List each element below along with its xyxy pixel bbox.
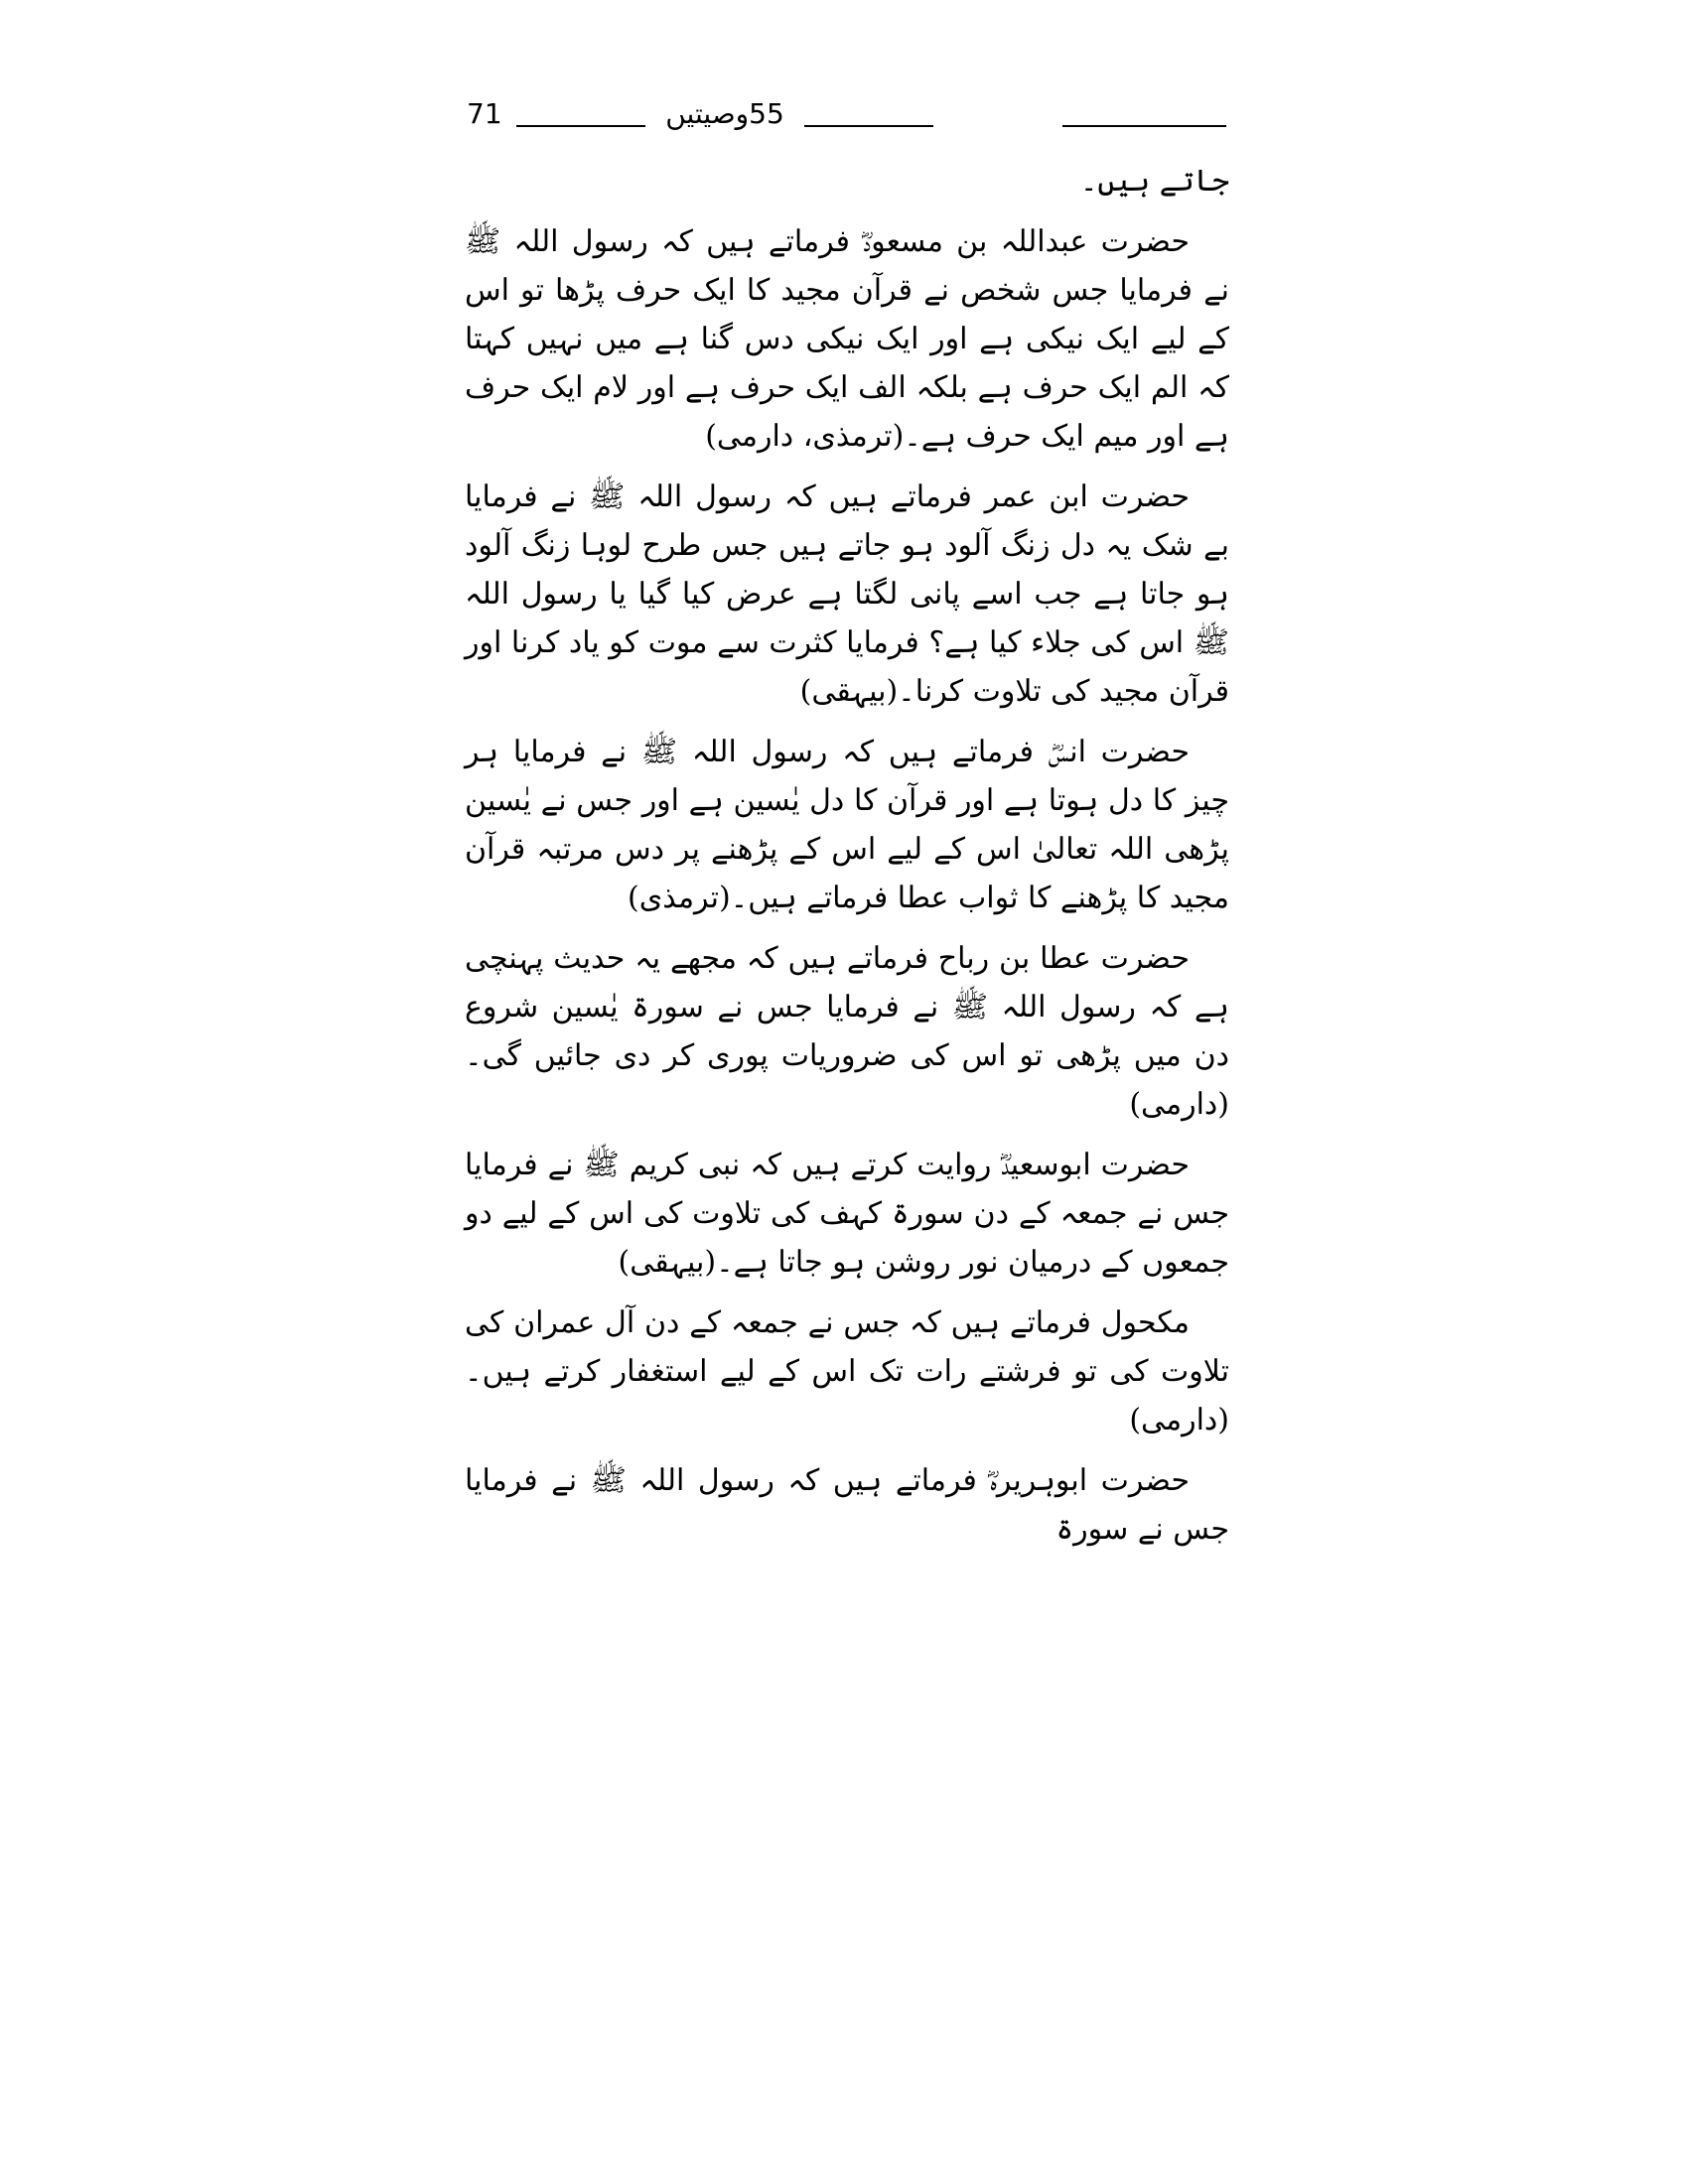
page-number: 71 — [467, 97, 502, 130]
paragraph: حضرت عبداللہ بن مسعودؓ فرماتے ہیں کہ رسول اللہ ﷺ نے فرمایا جس شخص نے قرآن مجید کا ایک حرف پڑھا تو اس کے لیے ایک نیکی ہے اور ایک نیکی دس گنا ہے میں نہیں کہتا کہ الم ایک حرف ہے بلکہ الف ایک حرف ہے اور لام ایک حرف ہے اور میم ایک حرف ہے۔(ترمذی، دارمی) — [465, 224, 1229, 454]
paragraph: حضرت ابوسعیدؓ روایت کرتے ہیں کہ نبی کریم ﷺ نے فرمایا جس نے جمعہ کے دن سورۃ کہف کی تلاوت کی اس کے لیے دو جمعوں کے درمیان نور روشن ہو جاتا ہے۔(بیہقی) — [465, 1148, 1229, 1280]
header-rule — [804, 125, 933, 127]
page-body — [465, 157, 1229, 1566]
page-header — [467, 99, 1226, 139]
paragraph-continuation: جاتے ہیں۔ — [1079, 164, 1229, 199]
paragraph: حضرت انسؓ فرماتے ہیں کہ رسول اللہ ﷺ نے فرمایا ہر چیز کا دل ہوتا ہے اور قرآن کا دل یٰسین ہے اور جس نے یٰسین پڑھی اللہ تعالیٰ اس کے لیے اس کے پڑھنے پر دس مرتبہ قرآن مجید کا پڑھنے کا ثواب عطا فرماتے ہیں۔(ترمذی) — [465, 735, 1229, 915]
book-title: 55وصیتیں — [665, 97, 784, 130]
header-rule — [1062, 125, 1226, 127]
paragraph: حضرت ابوہریرہؓ فرماتے ہیں کہ رسول اللہ ﷺ نے فرمایا جس نے سورۃ — [465, 1463, 1229, 1547]
paragraph: مکحول فرماتے ہیں کہ جس نے جمعہ کے دن آل عمران کی تلاوت کی تو فرشتے رات تک اس کے لیے استغفار کرتے ہیں۔(دارمی) — [465, 1305, 1229, 1437]
header-rule — [516, 125, 645, 127]
paragraph: حضرت ابن عمر فرماتے ہیں کہ رسول اللہ ﷺ نے فرمایا بے شک یہ دل زنگ آلود ہو جاتے ہیں جس طرح لوہا زنگ آلود ہو جاتا ہے جب اسے پانی لگتا ہے عرض کیا گیا یا رسول اللہ ﷺ اس کی جلاء کیا ہے؟ فرمایا کثرت سے موت کو یاد کرنا اور قرآن مجید کی تلاوت کرنا۔(بیہقی) — [465, 479, 1229, 709]
paragraph: حضرت عطا بن رباح فرماتے ہیں کہ مجھے یہ حدیث پہنچی ہے کہ رسول اللہ ﷺ نے فرمایا جس نے سورۃ یٰسین شروع دن میں پڑھی تو اس کی ضروریات پوری کر دی جائیں گی۔(دارمی) — [465, 941, 1229, 1122]
